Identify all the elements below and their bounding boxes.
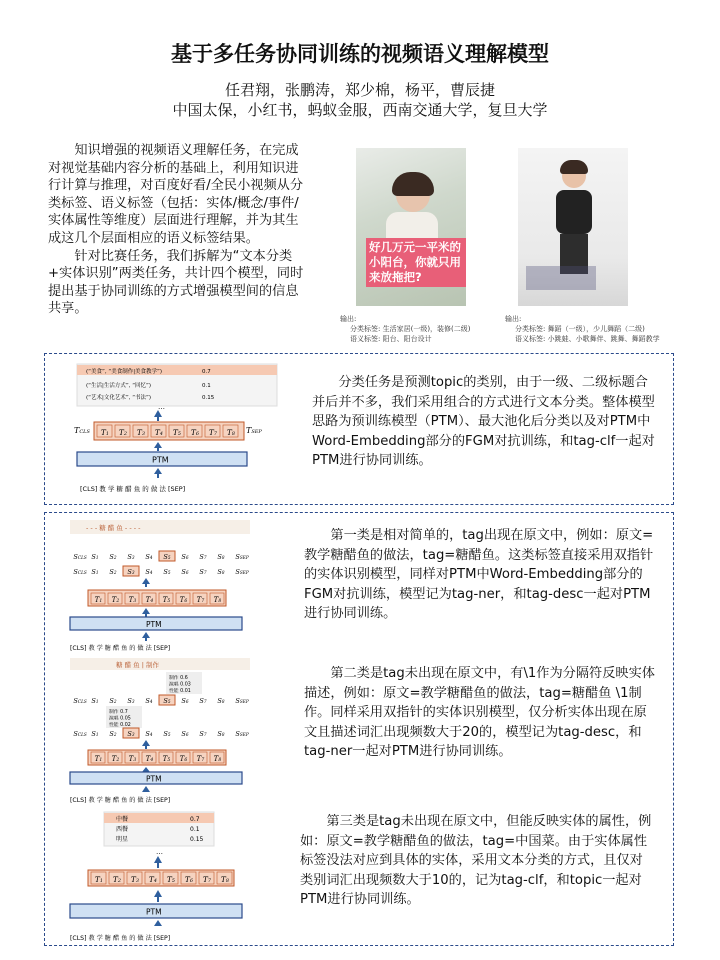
t-token: T8 [213, 596, 222, 604]
desc-label: 性能 0.01 [169, 689, 191, 694]
t-token: T6 [184, 875, 193, 884]
t-token: T2 [111, 755, 120, 763]
tag-ner-paragraph: 第一类是相对简单的，tag出现在原文中，例如：原文=教学糖醋鱼的做法，tag=糖醋鱼。这类标签直接采用双指针的实体识别模型，同样对PTM中Word-Embedding部分的FGM对抗训练，模型记为tag-ner，和tag-desc一起对PTM进行协同训练。 [304, 528, 654, 621]
s-token: S2 [109, 697, 117, 705]
output-label-1: 输出: [340, 315, 357, 323]
t-token: T7 [208, 428, 217, 437]
section-topic-text [312, 373, 656, 471]
dancer-hair [560, 160, 588, 174]
s-token: S2 [109, 568, 117, 576]
s-token: SSEP [235, 553, 249, 561]
s-token: SSEP [235, 697, 249, 705]
s-token: S8 [217, 568, 225, 576]
s-token: S3 [127, 730, 135, 738]
s-token: SSEP [235, 730, 249, 738]
s-token: S1 [91, 553, 99, 561]
desc-label: 制作 0.7 [109, 710, 128, 715]
tag-desc-paragraph: 第二类是tag未出现在原文中，有\1作为分隔符反映实体描述，例如：原文=教学糖醋鱼的做法，tag=糖醋鱼 \1制作。同样采用双指针的实体识别模型，仅分析实体出现在原文且描述词汇出现频数大于20的，模型记为tag-desc，和tag-ner一起对PTM进行协同训练。 [304, 666, 655, 759]
intro-paragraph-1: 知识增强的视频语义理解任务，在完成对视觉基础内容分析的基础上，利用知识进行计算与推理，对百度好看/全民小视频从分类标签、语义标签（包括：实体/概念/事件/实体属性等维度）层面进行理解，并为其生成这几个层面相应的语义标签结果。 [48, 143, 304, 246]
t-token: T7 [202, 875, 211, 884]
input-sequence: [CLS] 教 学 糖 醋 鱼 的 做 法 [SEP] [70, 645, 171, 652]
s-token: S3 [127, 568, 135, 576]
arrow-up-icon [154, 920, 162, 926]
video-caption-1: 好几万元一平米的小阳台，你就只用来放拖把? [366, 238, 466, 287]
s-token: S5 [163, 730, 171, 738]
desc-label: 演唱 0.05 [109, 716, 131, 722]
t-token: T7 [196, 596, 205, 604]
s-token: S7 [199, 553, 207, 561]
ptm-label: PTM [152, 455, 169, 465]
t-token: T5 [162, 755, 171, 763]
s-token: S4 [145, 553, 153, 561]
t-token: T3 [128, 596, 137, 604]
result-ellipsis: … [158, 403, 165, 411]
desc-label: 性能 0.02 [109, 723, 131, 728]
desc-label: 制作 0.6 [169, 676, 188, 681]
arrow-up-icon [154, 890, 162, 897]
t-token: T6 [179, 596, 188, 604]
arrow-up-icon [142, 767, 150, 772]
s-token: S1 [91, 568, 99, 576]
video-output-1 [340, 314, 510, 344]
s-token: S2 [109, 730, 117, 738]
t-token: T5 [166, 875, 175, 884]
s-token: S3 [127, 697, 135, 705]
header-box [70, 658, 250, 670]
result-value-1: 0.7 [190, 816, 200, 823]
s-token: S4 [145, 568, 153, 576]
result-value-2: 0.1 [190, 826, 200, 833]
t-token: T2 [112, 875, 121, 884]
figure-tag-desc [66, 656, 256, 806]
ptm-label: PTM [146, 907, 162, 917]
output-line-2a: 分类标签: 舞蹈（一级），少儿舞蹈（二级) [515, 325, 645, 333]
dancer-body [556, 190, 592, 234]
s-token: S5 [163, 553, 171, 561]
video-thumbnail-2 [518, 148, 628, 306]
tsep-label: TSEP [246, 426, 262, 435]
result-row-3: 明星 [116, 836, 129, 843]
t-token: T1 [100, 428, 109, 437]
ptm-label: PTM [146, 620, 162, 629]
s-token: S6 [181, 730, 189, 738]
person-hair [392, 172, 434, 196]
t-token: T3 [128, 755, 137, 763]
s-token: S6 [181, 553, 189, 561]
affiliations: 中国太保，小红书，蚂蚁金服，西南交通大学，复旦大学 [172, 101, 548, 119]
result-row-1: 中餐 [116, 816, 129, 823]
t-token: T4 [145, 755, 154, 763]
result-row-3: (“艺术|文化艺术”, “书法”) [86, 395, 152, 401]
figure-topic-classification [72, 360, 282, 500]
t-token: T4 [154, 428, 163, 437]
s-token: S4 [145, 697, 153, 705]
s-token: S8 [217, 730, 225, 738]
t-token: T2 [111, 596, 120, 604]
section-tag-text-2 [304, 664, 656, 762]
video-thumbnail-1 [356, 148, 466, 306]
t-token: T7 [196, 755, 205, 763]
t-token: T6 [190, 428, 199, 437]
token-row-t [88, 590, 226, 606]
s-token: S7 [199, 568, 207, 576]
t-token: T2 [118, 428, 127, 437]
intro-text [48, 142, 306, 318]
t-token: T4 [145, 596, 154, 604]
author-block [0, 80, 720, 120]
s-token: S6 [181, 697, 189, 705]
result-value-3: 0.15 [190, 836, 204, 843]
authors: 任君翔，张鹏涛，郑少棉，杨平，曹辰捷 [224, 81, 495, 99]
figure-tag-ner [66, 518, 256, 653]
s-token: S8 [217, 553, 225, 561]
result-row-1: (“美食”, “美食制作|美食教学”) [86, 369, 163, 375]
s-token: S1 [91, 730, 99, 738]
s-token: S4 [145, 730, 153, 738]
page-title: 基于多任务协同训练的视频语义理解模型 [171, 42, 549, 66]
t-token: T3 [130, 875, 139, 884]
video-output-2 [505, 314, 685, 344]
arrow-up-icon [142, 786, 150, 792]
s-token: S5 [163, 697, 171, 705]
t-token: T8 [220, 875, 229, 884]
section-tag-text-3 [300, 812, 652, 910]
t-token: T5 [162, 596, 171, 604]
s-token: SCLS [73, 697, 87, 705]
result-value-3: 0.15 [202, 395, 215, 401]
s-token: S2 [109, 553, 117, 561]
t-token: T6 [179, 755, 188, 763]
tcls-label: TCLS [74, 426, 90, 435]
t-token: T4 [148, 875, 157, 884]
ptm-label: PTM [146, 774, 162, 784]
output-line-1b: 语义标签: 阳台、阳台设计 [350, 335, 432, 343]
t-token: T3 [136, 428, 145, 437]
s-token: SCLS [73, 730, 87, 738]
result-row-2: 西餐 [116, 826, 129, 833]
t-token: T1 [94, 596, 103, 604]
desc-label: 演唱 0.03 [169, 682, 191, 688]
s-token: S5 [163, 568, 171, 576]
s-token: S1 [91, 697, 99, 705]
token-row-t [88, 870, 234, 886]
output-label-2: 输出: [505, 315, 522, 323]
header-text: 糖 醋 鱼 | 制作 [116, 661, 159, 669]
result-value-2: 0.1 [202, 383, 211, 389]
s-token: SSEP [235, 568, 249, 576]
s-token: S7 [199, 730, 207, 738]
output-line-2b: 语义标签: 小跳蛙、小歌舞伴、跳舞、舞蹈教学 [515, 335, 660, 343]
s-token: S7 [199, 697, 207, 705]
t-token: T1 [94, 755, 103, 763]
arrow-up-icon [154, 410, 162, 417]
section-tag-text-1 [304, 526, 656, 624]
input-sequence: [CLS] 教 学 糖 醋 鱼 的 做 法 [SEP] [80, 485, 186, 493]
s-token: S6 [181, 568, 189, 576]
output-line-1a: 分类标签: 生活家居(一级)，装修(二级) [350, 325, 471, 333]
figure-tag-clf [66, 810, 256, 945]
t-token: T5 [172, 428, 181, 437]
s-token: SCLS [73, 553, 87, 561]
section-topic-paragraph: 分类任务是预测topic的类别，由于一级、二级标题合并后并不多，我们采用组合的方式进行文本分类。整体模型思路为预训练模型（PTM）、最大池化后分类以及对PTM中Word-Embedding部分的FGM对抗训练，和tag-clf一起对PTM进行协同训练。 [312, 375, 655, 468]
header-text: - - - 糖 醋 鱼 - - - - [86, 524, 141, 532]
t-token: T1 [94, 875, 103, 884]
video-overlay-bar [526, 266, 596, 290]
s-token: S3 [127, 553, 135, 561]
input-sequence: [CLS] 教 学 糖 醋 鱼 的 做 法 [SEP] [70, 935, 171, 942]
result-ellipsis: … [156, 848, 163, 856]
result-value-1: 0.7 [202, 369, 211, 375]
input-sequence: [CLS] 教 学 糖 醋 鱼 的 做 法 [SEP] [70, 797, 171, 804]
t-token: T8 [213, 755, 222, 763]
intro-paragraph-2: 针对比赛任务，我们拆解为“文本分类+实体识别”两类任务，共计四个模型，同时提出基于协同训练的方式增强模型间的信息共享。 [48, 248, 304, 317]
s-token: SCLS [73, 568, 87, 576]
s-token: S8 [217, 697, 225, 705]
arrow-up-icon [154, 856, 162, 863]
t-token: T8 [226, 428, 235, 437]
result-row-2: (“生活|生活方式”, “回忆”) [86, 383, 152, 389]
tag-clf-paragraph: 第三类是tag未出现在原文中，但能反映实体的属性，例如：原文=教学糖醋鱼的做法，tag=中国菜。由于实体属性标签没法对应到具体的实体，采用文本分类的方式，且仅对类别词汇出现频数大于10的，记为tag-clf，和topic一起对PTM进行协同训练。 [300, 814, 652, 907]
